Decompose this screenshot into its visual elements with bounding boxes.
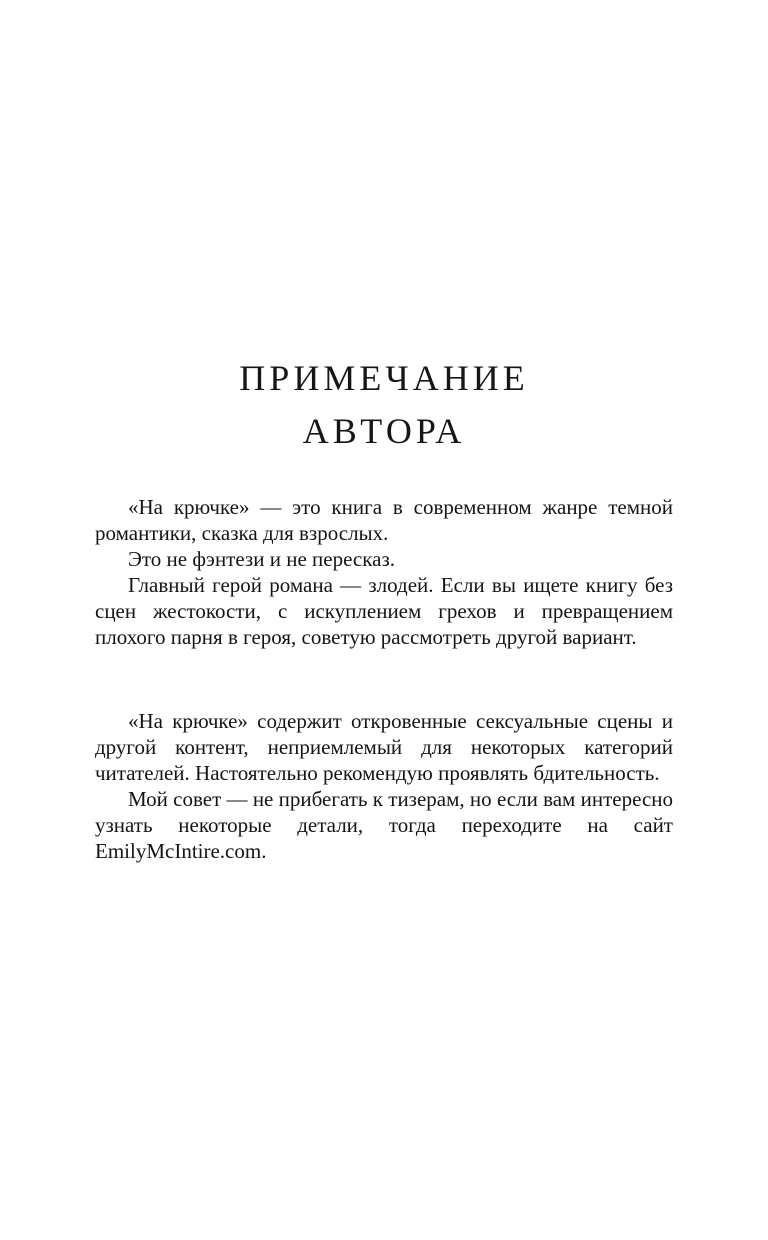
author-note-block-1: [95, 494, 673, 650]
paragraph: Мой совет — не прибегать к тизерам, но если вам интересно узнать некоторые детали, тогда переходите на сайт EmilyMcIntire.com.: [95, 787, 673, 863]
paragraph: Главный герой романа — злодей. Если вы ищете книгу без сцен жестокости, с искуплением грехов и превращением плохого парня в героя, советую рассмотреть другой вариант.: [95, 573, 673, 649]
paragraph: Это не фэнтези и не пересказ.: [128, 547, 395, 571]
paragraph: «На крючке» содержит откровенные сексуальные сцены и другой контент, неприемлемый для некоторых категорий читателей. Настоятельно рекомендую проявлять бдительность.: [95, 709, 673, 785]
author-note-block-2: [95, 708, 673, 864]
paragraph: «На крючке» — это книга в современном жанре темной романтики, сказка для взрослых.: [95, 495, 673, 545]
chapter-title-line-2: АВТОРА: [302, 411, 466, 451]
book-page: [95, 0, 673, 1240]
chapter-title-line-1: ПРИМЕЧАНИЕ: [239, 358, 529, 398]
chapter-title: [95, 352, 673, 458]
